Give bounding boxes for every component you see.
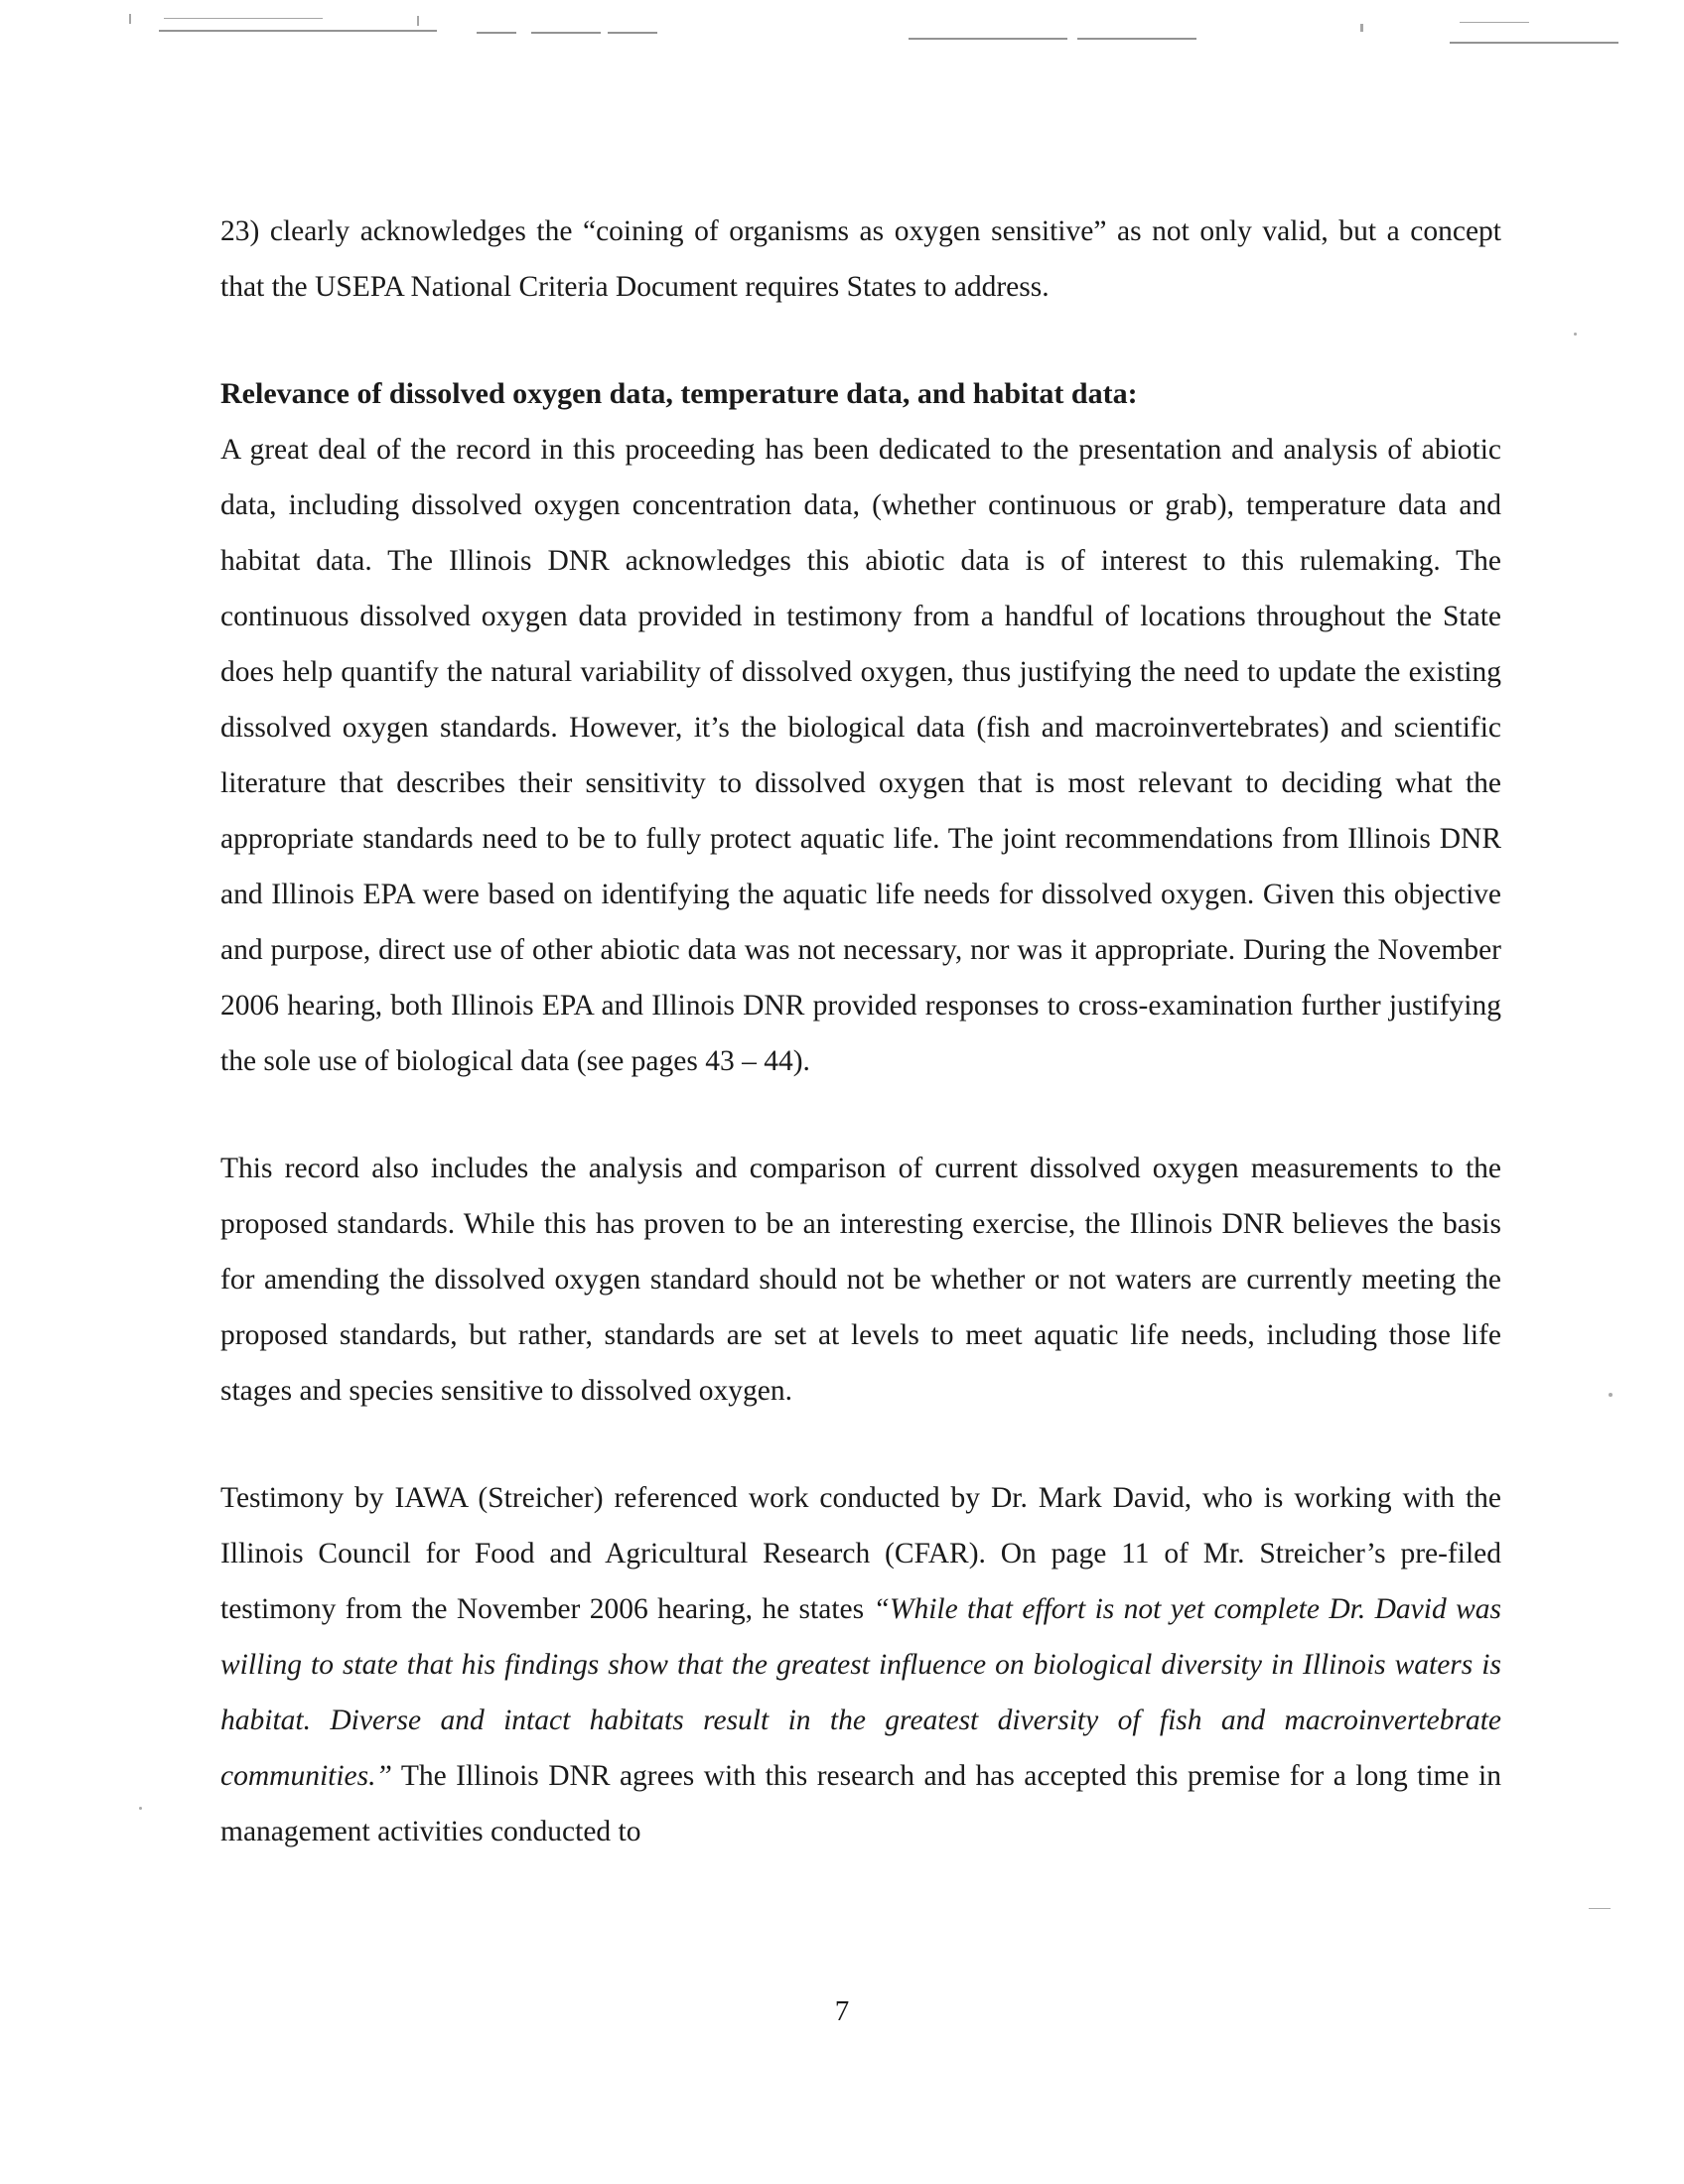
paragraph-abiotic-data: A great deal of the record in this proceeding has been dedicated to the presentation and analysis of abiotic data, including dissolved oxygen concentration data, (whether continuous or grab), temperature data and habitat data. The Illinois DNR acknowledges this abiotic data is of interest to this rulemaking. The continuous dissolved oxygen data provided in testimony from a handful of locations throughout the State does help quantify the natural variability of dissolved oxygen, thus justifying the need to update the existing dissolved oxygen standards. However, it’s the biological data (fish and macroinvertebrates) and scientific literature that describes their sensitivity to dissolved oxygen that is most relevant to deciding what the appropriate standards need to be to fully protect aquatic life. The joint recommendations from Illinois DNR and Illinois EPA were based on identifying the aquatic life needs for dissolved oxygen. Given this objective and purpose, direct use of other abiotic data was not necessary, nor was it appropriate. During the November 2006 hearing, both Illinois EPA and Illinois DNR provided responses to cross-examination further justifying the sole use of biological data (see pages 43 – 44).	[220, 434, 1501, 1077]
scan-speck	[139, 1807, 142, 1810]
testimony-text-end: The Illinois DNR agrees with this research and has accepted this premise for a long time in management activities conducted to	[220, 1760, 1501, 1847]
testimony-text-start: Testimony by IAWA (Streicher) referenced work conducted by Dr. Mark David, who is working with the Illinois Council for Food and Agricultural Research (CFAR). On page 11 of Mr. Streicher’s pre-filed testimony from the November 2006 hearing, he states	[220, 1482, 1501, 1625]
paragraph-spacer	[220, 1089, 1501, 1141]
page-number: 7	[834, 1995, 850, 2027]
paragraph-comparison: This record also includes the analysis and comparison of current dissolved oxygen measurements to the proposed standards. While this has proven to be an interesting exercise, the Illinois DNR believes the basis for amending the dissolved oxygen standard should not be whether or not waters are currently meeting the proposed standards, but rather, standards are set at levels to meet aquatic life needs, including those life stages and species sensitive to dissolved oxygen.	[220, 1153, 1501, 1407]
paragraph-spacer	[220, 315, 1501, 366]
testimony-quote: “While that effort is not yet complete Dr. David was willing to state that his findings show that the greatest influence on biological diversity in Illinois waters is habitat. Diverse and intact habitats result in the greatest diversity of fish and macroinvertebrate communities.”	[220, 1593, 1501, 1792]
paragraph-continued: 23) clearly acknowledges the “coining of organisms as oxygen sensitive” as not only valid, but a concept that the USEPA National Criteria Document requires States to address.	[220, 215, 1501, 303]
scan-speck	[1574, 333, 1577, 336]
paragraph-testimony	[220, 1470, 1501, 1859]
document-body	[220, 204, 1501, 1859]
section-heading: Relevance of dissolved oxygen data, temperature data, and habitat data:	[220, 377, 1138, 410]
scan-speck	[1609, 1393, 1613, 1397]
fax-header-artifacts	[0, 8, 1684, 58]
scan-speck	[1589, 1908, 1611, 1909]
paragraph-spacer	[220, 1419, 1501, 1470]
